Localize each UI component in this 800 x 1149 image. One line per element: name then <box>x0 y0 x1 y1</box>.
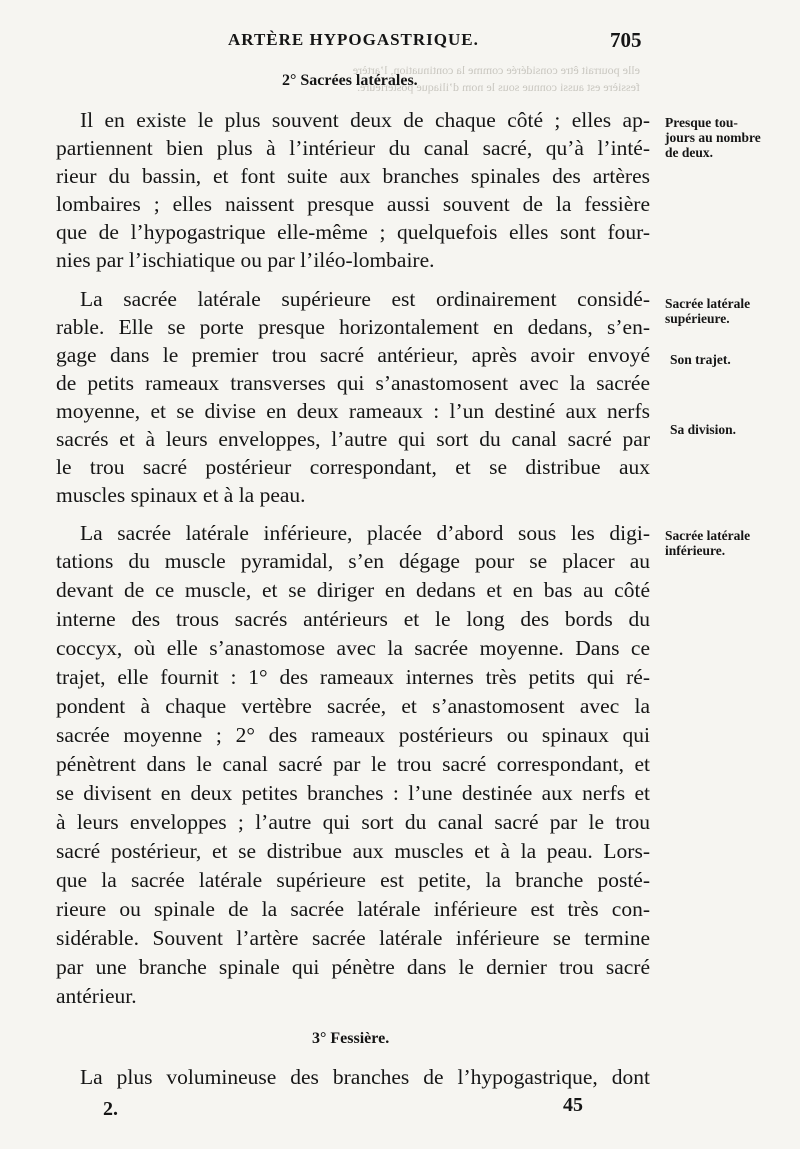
margin-note: inférieure. <box>665 543 726 558</box>
text-line: lombaires ; elles naissent presque aussi souvent de la fessière <box>56 192 650 216</box>
text-line: rieur du bassin, et font suite aux branches spinales des artères <box>56 164 650 188</box>
text-line: le trou sacré postérieur correspondant, et se distribue aux <box>56 455 650 479</box>
text-line: La sacrée latérale supérieure est ordinairement considé- <box>80 287 650 311</box>
text-line: La sacrée latérale inférieure, placée d’abord sous les digi- <box>80 521 650 545</box>
text-line: de petits rameaux transverses qui s’anastomosent avec la sacrée <box>56 371 650 395</box>
margin-note: Son trajet. <box>670 352 731 367</box>
text-line: gage dans le premier trou sacré antérieur, après avoir envoyé <box>56 343 650 367</box>
text-line: par une branche spinale qui pénètre dans le dernier trou sacré <box>56 955 650 979</box>
text-line: se divisent en deux petites branches : l’une destinée aux nerfs et <box>56 781 650 805</box>
margin-note: de deux. <box>665 145 714 160</box>
text-line: rable. Elle se porte presque horizontalement en dedans, s’en- <box>56 315 650 339</box>
text-line: à leurs enveloppes ; l’autre qui sort du canal sacré par le trou <box>56 810 650 834</box>
sheet-number: 45 <box>563 1094 583 1116</box>
text-line: sacré postérieur, et se distribue aux muscles et à la peau. Lors- <box>56 839 650 863</box>
margin-note: Sacrée latérale <box>665 528 751 543</box>
text-line: interne des trous sacrés antérieurs et le long des bords du <box>56 607 650 631</box>
printer-signature: 2. <box>103 1098 118 1120</box>
text-line: pondent à chaque vertèbre sacrée, et s’anastomosent avec la <box>56 694 650 718</box>
margin-note: Presque tou- <box>665 115 738 130</box>
margin-note: Sa division. <box>670 422 737 437</box>
text-line: Il en existe le plus souvent deux de chaque côté ; elles ap- <box>80 108 650 132</box>
bleed-through-text: elle pourrait être considérée comme la continuation, l’artère fessière est aussi connue sous le nom d’iliaque postérieure. <box>352 63 640 94</box>
text-line: coccyx, où elle s’anastomose avec la sacrée moyenne. Dans ce <box>56 636 650 660</box>
page-number: 705 <box>610 28 642 52</box>
text-line: sacrés et à leurs enveloppes, l’autre qui sort du canal sacré par <box>56 427 650 451</box>
text-line: moyenne, et se divise en deux rameaux : l’un destiné aux nerfs <box>56 399 650 423</box>
margin-note: jours au nombre <box>665 130 761 145</box>
text-line: muscles spinaux et à la peau. <box>56 483 306 507</box>
text-line: tations du muscle pyramidal, s’en dégage pour se placer au <box>56 549 650 573</box>
text-line: sidérable. Souvent l’artère sacrée latérale inférieure se termine <box>56 926 650 950</box>
section-heading-fessiere: 3° Fessière. <box>312 1030 390 1047</box>
text-line: nies par l’ischiatique ou par l’iléo-lombaire. <box>56 248 435 272</box>
text-line: antérieur. <box>56 984 137 1008</box>
section-heading-sacrees-laterales: 2° Sacrées latérales. <box>282 72 418 89</box>
text-line: que de l’hypogastrique elle-même ; quelquefois elles sont four- <box>56 220 650 244</box>
text-line: trajet, elle fournit : 1° des rameaux internes très petits qui ré- <box>56 665 650 689</box>
text-line: partiennent bien plus à l’intérieur du canal sacré, qu’à l’inté- <box>56 136 650 160</box>
text-line: devant de ce muscle, et se diriger en dedans et en bas au côté <box>56 578 650 602</box>
margin-note: Sacrée latérale <box>665 296 751 311</box>
text-line: rieure ou spinale de la sacrée latérale inférieure est très con- <box>56 897 650 921</box>
text-line: sacrée moyenne ; 2° des rameaux postérieurs ou spinaux qui <box>56 723 650 747</box>
text-line: pénètrent dans le canal sacré par le trou sacré correspondant, et <box>56 752 650 776</box>
text-line: La plus volumineuse des branches de l’hypogastrique, dont <box>80 1065 650 1089</box>
text-line: que la sacrée latérale supérieure est petite, la branche posté- <box>56 868 650 892</box>
running-header-title: ARTÈRE HYPOGASTRIQUE. <box>228 30 479 49</box>
margin-note: supérieure. <box>665 311 730 326</box>
